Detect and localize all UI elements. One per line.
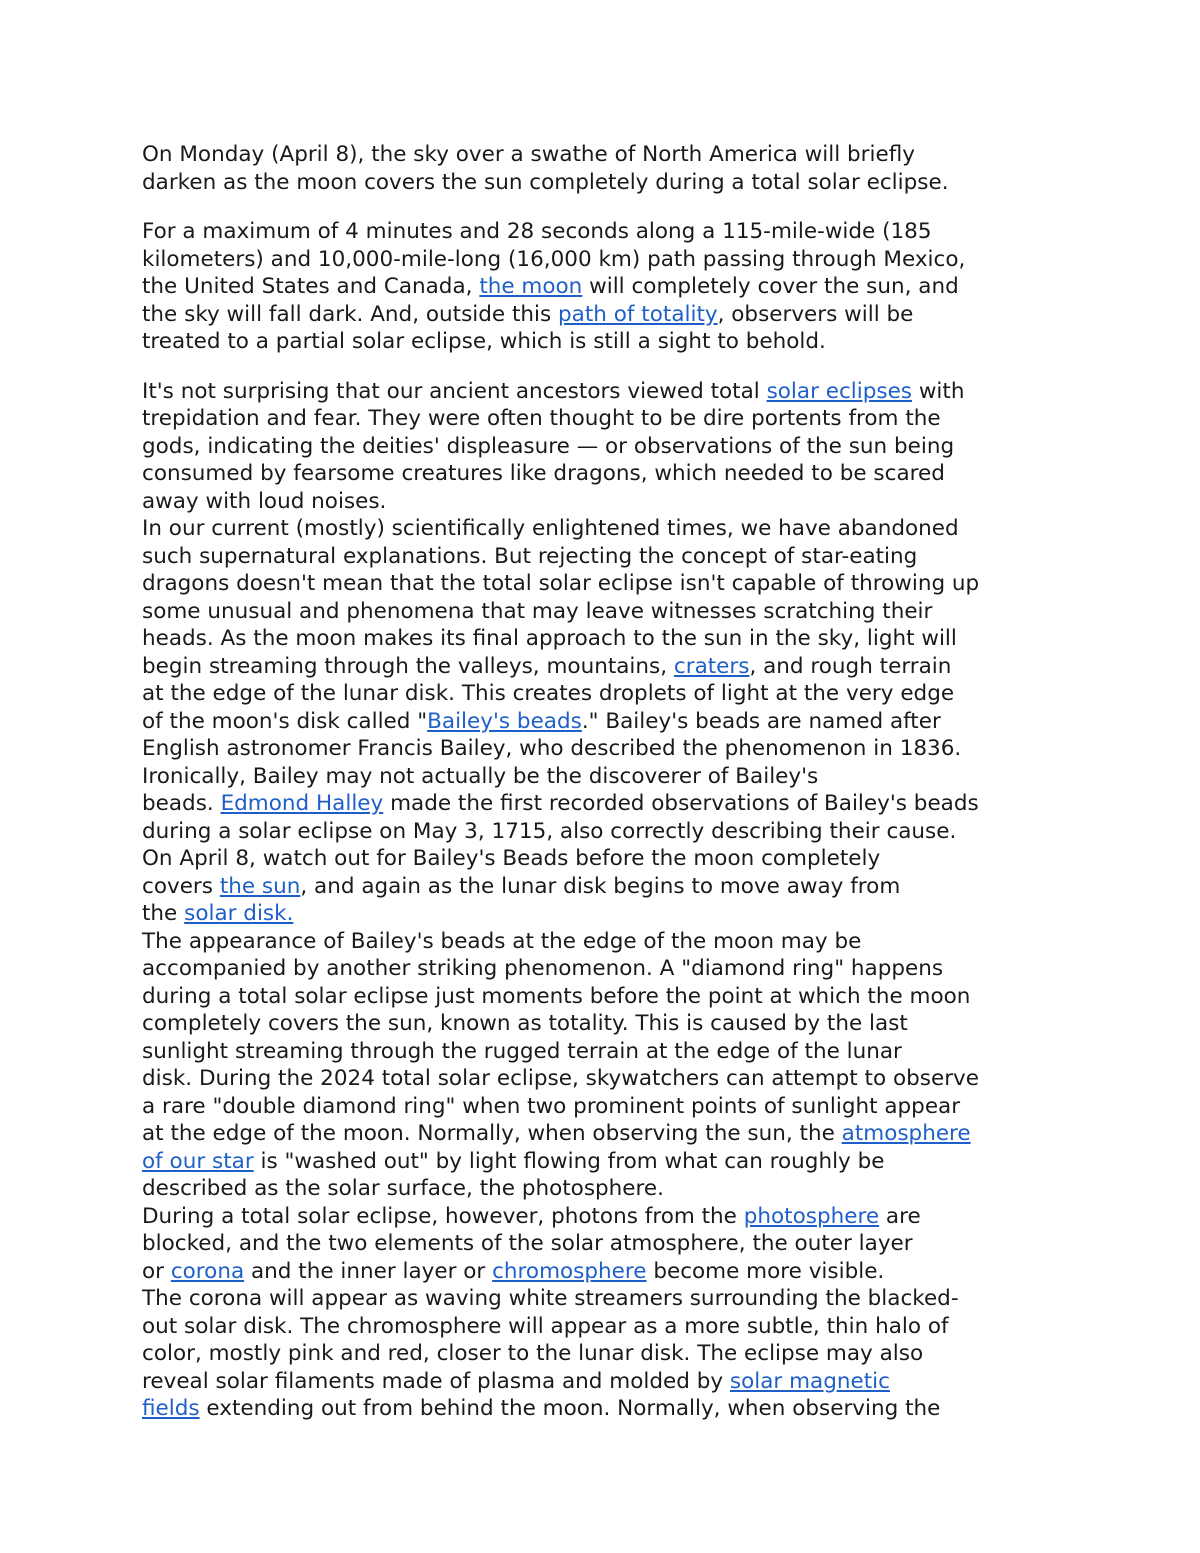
text-run: made the first recorded observations of Bailey's beads [383, 791, 979, 816]
text-line [142, 1148, 1072, 1176]
paragraph [142, 845, 1072, 928]
text-run: English astronomer Francis Bailey, who described the phenomenon in 1836. [142, 736, 962, 761]
text-line [142, 818, 1072, 846]
text-line [142, 763, 1072, 791]
text-line [142, 1010, 1072, 1038]
text-run: of the moon's disk called " [142, 708, 428, 734]
text-line [142, 1203, 1072, 1231]
text-line [142, 460, 1072, 488]
text-run: begin streaming through the valleys, mountains, [142, 653, 674, 679]
text-line [142, 1093, 1072, 1121]
text-line [142, 625, 1072, 653]
text-line [142, 246, 1072, 274]
hyperlink[interactable]: of our star [142, 1148, 254, 1174]
paragraph [142, 141, 1072, 196]
text-run: during a solar eclipse on May 3, 1715, also correctly describing their cause. [142, 818, 957, 844]
text-run: consumed by fearsome creatures like dragons, which needed to be scared [142, 461, 945, 486]
text-run: the [142, 901, 185, 926]
text-run: blocked, and the two elements of the solar atmosphere, the outer layer [142, 1231, 913, 1256]
text-run: at the edge of the lunar disk. This creates droplets of light at the very edge [142, 681, 955, 706]
hyperlink[interactable]: photosphere [743, 1203, 880, 1229]
text-line [142, 1230, 1072, 1258]
text-run: at the edge of the moon. Normally, when observing the sun, the [142, 1121, 842, 1146]
text-run: , observers will be [717, 301, 914, 327]
hyperlink[interactable]: solar disk. [184, 901, 294, 926]
hyperlink[interactable]: path of totality [558, 301, 718, 327]
text-line [142, 735, 1072, 763]
text-run: and the inner layer or [244, 1258, 493, 1284]
text-line [142, 218, 1072, 246]
text-line [142, 873, 1072, 901]
paragraph [142, 1203, 1072, 1286]
text-run: , and again as the lunar disk begins to move away from [300, 873, 901, 899]
text-line [142, 378, 1072, 406]
text-line [142, 708, 1072, 736]
text-run: kilometers) and 10,000-mile-long (16,000 km) path passing through Mexico, [142, 246, 966, 272]
document-body [142, 141, 1072, 1423]
text-run: dragons doesn't mean that the total solar eclipse isn't capable of throwing up [142, 571, 980, 596]
text-run: some unusual and phenomena that may leave witnesses scratching their [142, 598, 933, 624]
text-run: The corona will appear as waving white streamers surrounding the blacked- [142, 1286, 959, 1311]
text-line [142, 1285, 1072, 1313]
text-line [142, 1175, 1072, 1203]
text-run: gods, indicating the deities' displeasure — or observations of the sun being [142, 433, 955, 459]
paragraph [142, 928, 1072, 1203]
text-run: are [879, 1203, 921, 1229]
text-line [142, 570, 1072, 598]
text-run: the United States and Canada, [142, 274, 480, 299]
paragraph [142, 515, 1072, 845]
text-line [142, 515, 1072, 543]
text-run: The appearance of Bailey's beads at the edge of the moon may be [142, 928, 862, 954]
text-line [142, 1038, 1072, 1066]
text-line [142, 1340, 1072, 1368]
text-run: accompanied by another striking phenomenon. A "diamond ring" happens [142, 956, 944, 981]
hyperlink[interactable]: atmosphere [841, 1121, 971, 1146]
paragraph [142, 1285, 1072, 1423]
text-line [142, 1368, 1072, 1396]
hyperlink[interactable]: craters [673, 653, 750, 679]
text-line [142, 301, 1072, 329]
text-run: beads. [142, 791, 221, 816]
text-line [142, 405, 1072, 433]
text-run: is "washed out" by light flowing from what can roughly be [253, 1148, 885, 1174]
hyperlink[interactable]: solar magnetic [729, 1368, 890, 1394]
text-run: darken as the moon covers the sun completely during a total solar eclipse. [142, 169, 949, 195]
text-run: a rare "double diamond ring" when two prominent points of sunlight appear [142, 1093, 961, 1119]
hyperlink[interactable]: the sun [219, 873, 301, 899]
paragraph [142, 218, 1072, 356]
text-line [142, 928, 1072, 956]
text-run: sunlight streaming through the rugged terrain at the edge of the lunar [142, 1038, 902, 1064]
hyperlink[interactable]: the moon [479, 274, 583, 299]
text-line [142, 273, 1072, 301]
hyperlink[interactable]: Bailey's beads [427, 708, 582, 734]
text-run: During a total solar eclipse, however, photons from the [142, 1203, 744, 1229]
text-line [142, 1258, 1072, 1286]
text-line [142, 543, 1072, 571]
text-run: In our current (mostly) scientifically enlightened times, we have abandoned [142, 516, 959, 541]
text-run: heads. As the moon makes its final approach to the sun in the sky, light will [142, 626, 957, 651]
text-line [142, 900, 1072, 928]
text-run: trepidation and fear. They were often thought to be dire portents from the [142, 406, 941, 431]
text-line [142, 1395, 1072, 1423]
text-line [142, 955, 1072, 983]
text-run: On Monday (April 8), the sky over a swathe of North America will briefly [142, 142, 915, 167]
text-run: , and rough terrain [749, 653, 952, 679]
text-line [142, 169, 1072, 197]
text-line [142, 790, 1072, 818]
text-run: Ironically, Bailey may not actually be the discoverer of Bailey's [142, 763, 819, 789]
text-line [142, 598, 1072, 626]
text-run: For a maximum of 4 minutes and 28 seconds along a 115-mile-wide (185 [142, 219, 932, 244]
text-line [142, 328, 1072, 356]
text-run: covers [142, 873, 220, 899]
text-run: completely covers the sun, known as totality. This is caused by the last [142, 1011, 908, 1036]
text-run: or [142, 1258, 171, 1284]
text-run: described as the solar surface, the photosphere. [142, 1176, 664, 1201]
text-line [142, 1120, 1072, 1148]
hyperlink[interactable]: Edmond Halley [220, 791, 384, 816]
text-run: extending out from behind the moon. Normally, when observing the [199, 1396, 941, 1421]
text-run: ." Bailey's beads are named after [581, 708, 941, 734]
text-run: disk. During the 2024 total solar eclipse, skywatchers can attempt to observe [142, 1066, 979, 1091]
hyperlink[interactable]: chromosphere [492, 1258, 647, 1284]
text-line [142, 433, 1072, 461]
text-run: It's not surprising that our ancient ancestors viewed total [142, 378, 767, 404]
paragraph [142, 378, 1072, 516]
text-run: will completely cover the sun, and [582, 274, 959, 299]
text-run: away with loud noises. [142, 488, 387, 514]
text-line [142, 983, 1072, 1011]
text-line [142, 680, 1072, 708]
text-line [142, 141, 1072, 169]
hyperlink[interactable]: fields [142, 1396, 200, 1421]
text-line [142, 1313, 1072, 1341]
hyperlink[interactable]: corona [170, 1258, 245, 1284]
text-line [142, 488, 1072, 516]
text-run: out solar disk. The chromosphere will appear as a more subtle, thin halo of [142, 1313, 949, 1339]
text-run: the sky will fall dark. And, outside this [142, 301, 559, 327]
text-run: color, mostly pink and red, closer to the lunar disk. The eclipse may also [142, 1341, 924, 1366]
text-run: such supernatural explanations. But rejecting the concept of star-eating [142, 543, 918, 569]
text-run: with [912, 378, 965, 404]
text-run: reveal solar filaments made of plasma and molded by [142, 1368, 730, 1394]
text-run: On April 8, watch out for Bailey's Beads before the moon completely [142, 846, 881, 871]
text-run: during a total solar eclipse just moments before the point at which the moon [142, 983, 971, 1009]
text-line [142, 1065, 1072, 1093]
text-line [142, 653, 1072, 681]
text-run: become more visible. [646, 1258, 885, 1284]
text-run: treated to a partial solar eclipse, which is still a sight to behold. [142, 329, 826, 354]
text-line [142, 845, 1072, 873]
hyperlink[interactable]: solar eclipses [766, 378, 913, 404]
